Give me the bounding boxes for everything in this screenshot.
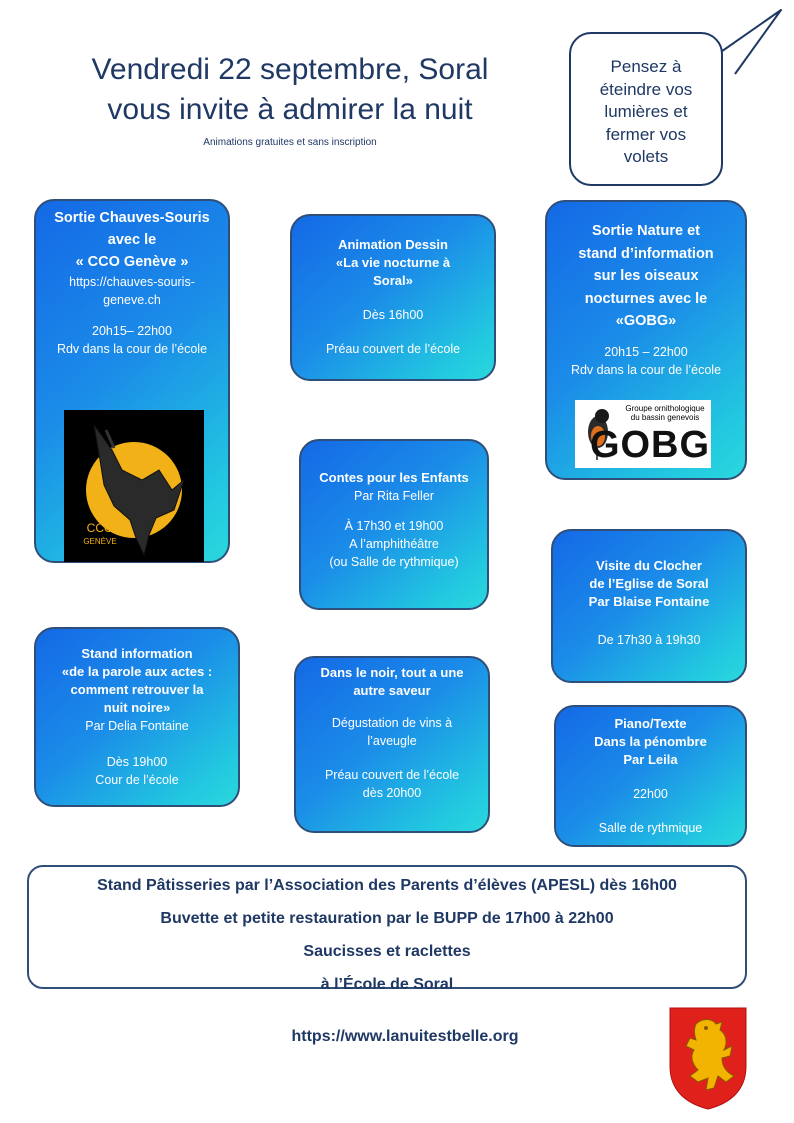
gobg-caption: Groupe ornithologique — [625, 404, 705, 413]
bubble-line: volets — [623, 147, 669, 166]
bubble-line: Pensez à — [610, 57, 682, 76]
cco-logo-subtext: GENÈVE — [83, 537, 117, 546]
card-url-line: https://chauves-souris- — [69, 275, 195, 289]
cco-logo-text: CCO — [86, 521, 114, 535]
bubble-line: lumières et — [604, 102, 688, 121]
food-line: Saucisses et raclettes — [303, 943, 471, 960]
card-title-line: nuit noire» — [103, 700, 171, 715]
card-piano — [554, 705, 747, 847]
card-place: Rdv dans la cour de l’école — [570, 362, 722, 377]
card-title-line: Par Leila — [623, 752, 678, 767]
gobg-logo-text: GOBG — [589, 424, 711, 466]
card-desc-line: l’aveugle — [367, 734, 417, 748]
card-title-line: Par Blaise Fontaine — [588, 594, 710, 609]
card-time: dès 20h00 — [362, 786, 422, 800]
card-title-line: Animation Dessin — [338, 237, 448, 252]
food-line: à l’École de Soral — [320, 976, 454, 993]
cco-logo — [64, 410, 204, 562]
card-time: De 17h30 à 19h30 — [597, 633, 701, 647]
card-title-line: Sortie Nature et — [592, 223, 700, 239]
card-title-line: «La vie nocturne à — [335, 255, 451, 270]
card-title-line: «GOBG» — [615, 313, 677, 329]
gobg-logo — [575, 400, 711, 468]
card-stand — [34, 627, 240, 807]
soral-coat-of-arms-icon — [668, 1006, 748, 1110]
card-dark — [294, 656, 490, 833]
website-link[interactable]: https://www.lanuitestbelle.org — [291, 1028, 519, 1045]
card-title-line: de l’Eglise de Soral — [589, 576, 709, 591]
gobg-caption: du bassin genevois — [630, 413, 700, 422]
card-title-line: Dans la pénombre — [594, 734, 707, 749]
card-time: 20h15– 22h00 — [92, 324, 172, 338]
speech-bubble — [569, 32, 723, 186]
card-title-line: stand d’information — [578, 245, 714, 262]
card-title-line: Soral» — [373, 273, 413, 288]
card-title-line: Sortie Chauves-Souris — [54, 210, 210, 226]
card-time: 22h00 — [633, 787, 668, 801]
card-bell — [551, 529, 747, 683]
card-title-line: Stand information — [81, 646, 193, 661]
card-place: Préau couvert de l’école — [325, 342, 461, 356]
card-time: 20h15 – 22h00 — [604, 344, 688, 359]
card-title-line: comment retrouver la — [70, 682, 204, 697]
card-place: Préau couvert de l’école — [324, 768, 460, 782]
bubble-line: éteindre vos — [599, 79, 693, 99]
card-tales — [299, 439, 489, 610]
card-place: (ou Salle de rythmique) — [329, 555, 459, 569]
card-title-line: nocturnes avec le — [584, 290, 708, 307]
card-time: Dès 19h00 — [106, 755, 168, 769]
card-desc-line: Dégustation de vins à — [331, 716, 453, 730]
title-line-2: vous invite à admirer la nuit — [107, 93, 473, 126]
card-by: Par Rita Feller — [354, 489, 434, 503]
page-title — [40, 50, 540, 130]
card-place: Salle de rythmique — [598, 821, 703, 835]
card-time: À 17h30 et 19h00 — [344, 519, 444, 533]
card-title-line: « CCO Genève » — [75, 254, 189, 270]
card-title-line: avec le — [107, 232, 157, 248]
food-line: Stand Pâtisseries par l’Association des Parents d’élèves (APESL) dès 16h00 — [97, 877, 677, 894]
card-title-line: sur les oiseaux — [593, 268, 699, 284]
card-by: Par Delia Fontaine — [85, 719, 189, 733]
food-stands-box — [27, 865, 747, 993]
card-title-line: Visite du Clocher — [596, 558, 702, 573]
card-place: Rdv dans la cour de l’école — [56, 342, 208, 356]
card-title-line: Dans le noir, tout a une — [320, 665, 464, 680]
card-title: Contes pour les Enfants — [319, 470, 469, 485]
card-place: Cour de l’école — [95, 773, 179, 787]
card-title-line: «de la parole aux actes : — [61, 664, 213, 679]
food-line: Buvette et petite restauration par le BUPP de 17h00 à 22h00 — [160, 910, 614, 927]
card-url-line: geneve.ch — [103, 293, 161, 307]
bubble-line: fermer vos — [605, 124, 687, 144]
card-time: Dès 16h00 — [362, 308, 424, 322]
card-title-line: Piano/Texte — [614, 716, 687, 731]
title-line-1: Vendredi 22 septembre, Soral — [91, 53, 489, 86]
card-drawing — [290, 214, 496, 381]
subtitle: Animations gratuites et sans inscription — [203, 137, 377, 148]
card-title-line: autre saveur — [353, 683, 431, 698]
card-place: A l’amphithéâtre — [349, 537, 439, 551]
